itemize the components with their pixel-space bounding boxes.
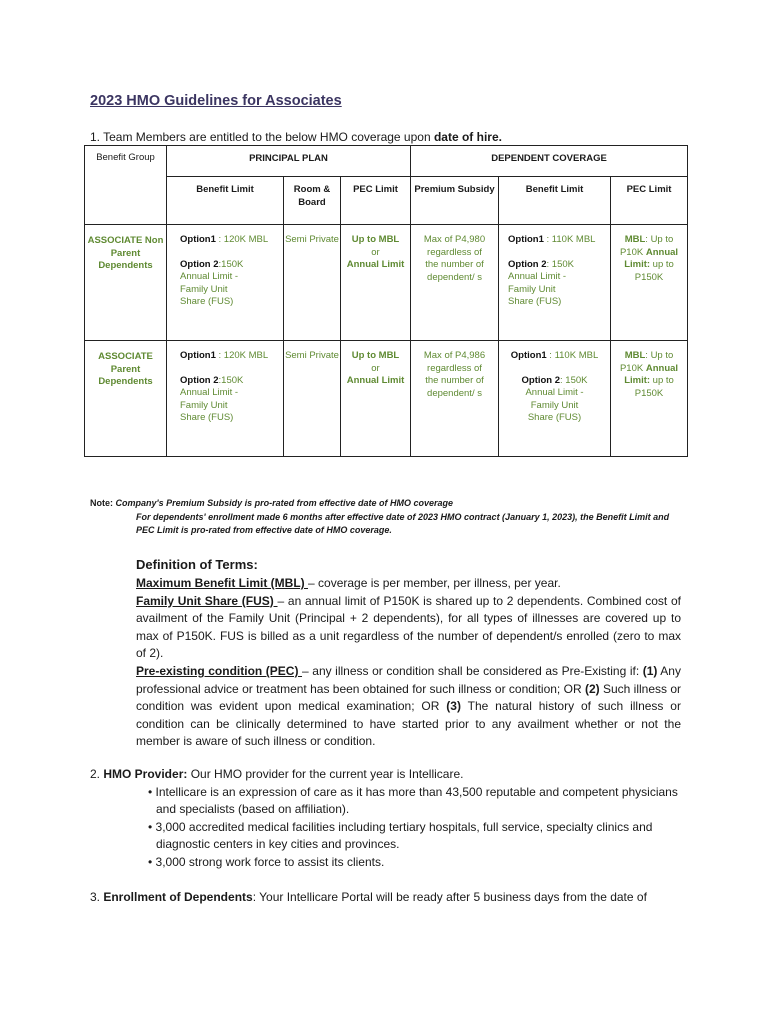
provider-bullets [134, 784, 690, 872]
dep-option2-desc: Annual Limit - Family Unit Share (FUS) [508, 271, 567, 307]
pec-annual-limit: Annual Limit [346, 375, 405, 386]
premium-subsidy-cell: Max of P4,980 regardless of the number of dependent/ s [411, 225, 499, 341]
pec-or: or [371, 362, 380, 374]
option2-label: Option 2 [180, 374, 219, 386]
dep-pec-mbl: MBL [624, 234, 646, 245]
list-item: • 3,000 strong work force to assist its clients. [148, 854, 385, 869]
list-item: • 3,000 accredited medical facilities including tertiary hospitals, full service, specialty clinics and diagnostic centers in key cities and provinces. [148, 819, 653, 851]
principal-benefit-cell [167, 225, 284, 341]
dep-option2-label: Option 2 [521, 374, 561, 386]
list-item: • Intellicare is an expression of care as it has more than 43,500 reputable and competent physicians and specialists (based on affiliation). [148, 784, 678, 816]
pec-text-4: The natural history of such illness or condition can be clinically determined to have started prior to any availment whether or not the member is aware of such illness or condition. [136, 699, 681, 749]
room-board-cell: Semi Private [284, 225, 341, 341]
section2-number: 2. [90, 767, 104, 781]
pec-num-1: (1) [642, 663, 658, 678]
pec-limit-cell [341, 225, 411, 341]
dep-option2-label: Option 2 [508, 258, 547, 270]
option1-label: Option1 [180, 350, 216, 361]
fus-term: Family Unit Share (FUS) [136, 593, 278, 608]
fus-definition [136, 593, 681, 663]
intro-text: 1. Team Members are entitled to the below HMO coverage upon [90, 130, 434, 144]
dep-pec-up-to-150: up to P150K [634, 259, 674, 283]
principal-benefit-cell [167, 341, 284, 457]
section2-label: HMO Provider: [103, 767, 188, 781]
dep-option1-label: Option1 [508, 234, 544, 245]
room-board-header: Room & Board [284, 177, 341, 225]
page-title: 2023 HMO Guidelines for Associates [90, 93, 342, 109]
dep-option1-label: Option1 [510, 350, 547, 361]
section2-text: Our HMO provider for the current year is Intellicare. [187, 767, 464, 781]
pec-or: or [371, 246, 380, 258]
intro-line [90, 130, 502, 144]
pec-text-1: – any illness or condition shall be considered as Pre-Existing if: [302, 663, 643, 678]
pec-up-to-mbl: Up to MBL [351, 234, 400, 245]
hmo-provider-line [90, 766, 690, 784]
definitions-heading: Definition of Terms: [136, 557, 258, 572]
benefit-group-header: Benefit Group [85, 146, 167, 225]
section3-label: Enrollment of Dependents [103, 890, 253, 904]
pec-limit-header: PEC Limit [341, 177, 411, 225]
dep-option1-value: : 110K MBL [546, 350, 599, 361]
fus-text: – an annual limit of P150K is shared up to 2 dependents. Combined cost of availment of the Family Unit (Principal + 2 dependents), for all types of illnesses are covered up to max of P150K. FUS is billed as a unit regardless of the number of dependent/s enrolled (zero to max of 2). [136, 593, 681, 661]
pec-term: Pre-existing condition (PEC) [136, 663, 303, 678]
premium-subsidy-cell: Max of P4,986 regardless of the number of dependent/ s [411, 341, 499, 457]
option1-value: : 120K MBL [215, 350, 269, 361]
dep-pec-annual: Annual Limit: [624, 362, 679, 386]
premium-subsidy-header: Premium Subsidy [411, 177, 499, 225]
definitions-section [136, 556, 681, 751]
dep-option2-value: : 150K [546, 258, 574, 270]
pec-text-3: Such illness or condition was evident upon medical examination; OR [136, 681, 681, 714]
dependent-benefit-cell [499, 225, 611, 341]
dep-pec-up-to: : Up to P10K [619, 234, 674, 258]
dependent-coverage-header: DEPENDENT COVERAGE [411, 146, 688, 177]
hmo-provider-section [90, 766, 690, 871]
pec-num-3: (3) [446, 699, 461, 714]
dep-option2-desc: Annual Limit - Family Unit Share (FUS) [525, 387, 584, 423]
dep-pec-mbl: MBL [624, 350, 646, 361]
pec-text-2: Any professional advice or treatment has been obtained for such illness or condition; OR [136, 663, 681, 696]
dep-benefit-limit-header: Benefit Limit [499, 177, 611, 225]
section3-number: 3. [90, 890, 104, 904]
option2-value: :150K [218, 374, 244, 386]
table-row [85, 341, 688, 457]
benefit-group-cell: ASSOCIATE Parent Dependents [85, 341, 167, 457]
dependent-pec-cell [611, 341, 688, 457]
mbl-definition [136, 575, 681, 593]
enrollment-section [90, 889, 690, 907]
table-row [85, 225, 688, 341]
pec-up-to-mbl: Up to MBL [351, 350, 400, 361]
dep-option2-value: : 150K [560, 374, 588, 386]
mbl-term: Maximum Benefit Limit (MBL) [136, 576, 309, 590]
dependent-pec-cell [611, 225, 688, 341]
note-line-1 [90, 497, 453, 510]
pec-definition [136, 663, 681, 751]
option2-value: :150K [218, 258, 244, 270]
benefit-group-cell: ASSOCIATE Non Parent Dependents [85, 225, 167, 341]
note-text-1: Company's Premium Subsidy is pro-rated from effective date of HMO coverage [113, 498, 454, 508]
intro-bold: date of hire. [433, 130, 502, 144]
option2-label: Option 2 [180, 258, 219, 270]
principal-plan-header: PRINCIPAL PLAN [167, 146, 411, 177]
dependent-benefit-cell [499, 341, 611, 457]
option2-desc: Annual Limit - Family Unit Share (FUS) [180, 271, 239, 307]
option1-value: : 120K MBL [215, 234, 269, 245]
dep-pec-up-to-150: up to P150K [634, 375, 674, 399]
hmo-coverage-table [84, 145, 688, 457]
mbl-text: – coverage is per member, per illness, per year. [308, 576, 561, 590]
dep-pec-up-to: : Up to P10K [619, 350, 674, 374]
option1-label: Option1 [180, 234, 216, 245]
dep-option1-value: : 110K MBL [543, 234, 596, 245]
room-board-cell: Semi Private [284, 341, 341, 457]
option2-desc: Annual Limit - Family Unit Share (FUS) [180, 387, 239, 423]
note-label: Note: [90, 498, 113, 508]
note-line-2: For dependents' enrollment made 6 months after effective date of 2023 HMO contract (January 1, 2023), the Benefit Limit and PEC Limit is pro-rated from effective date of HMO coverage. [136, 512, 670, 535]
dep-pec-annual: Annual Limit: [624, 246, 679, 270]
pec-limit-cell [341, 341, 411, 457]
section3-text: : Your Intellicare Portal will be ready after 5 business days from the date of [252, 890, 647, 904]
pec-annual-limit: Annual Limit [346, 259, 405, 270]
pec-num-2: (2) [584, 681, 600, 696]
dep-pec-limit-header: PEC Limit [611, 177, 688, 225]
benefit-limit-header: Benefit Limit [167, 177, 284, 225]
